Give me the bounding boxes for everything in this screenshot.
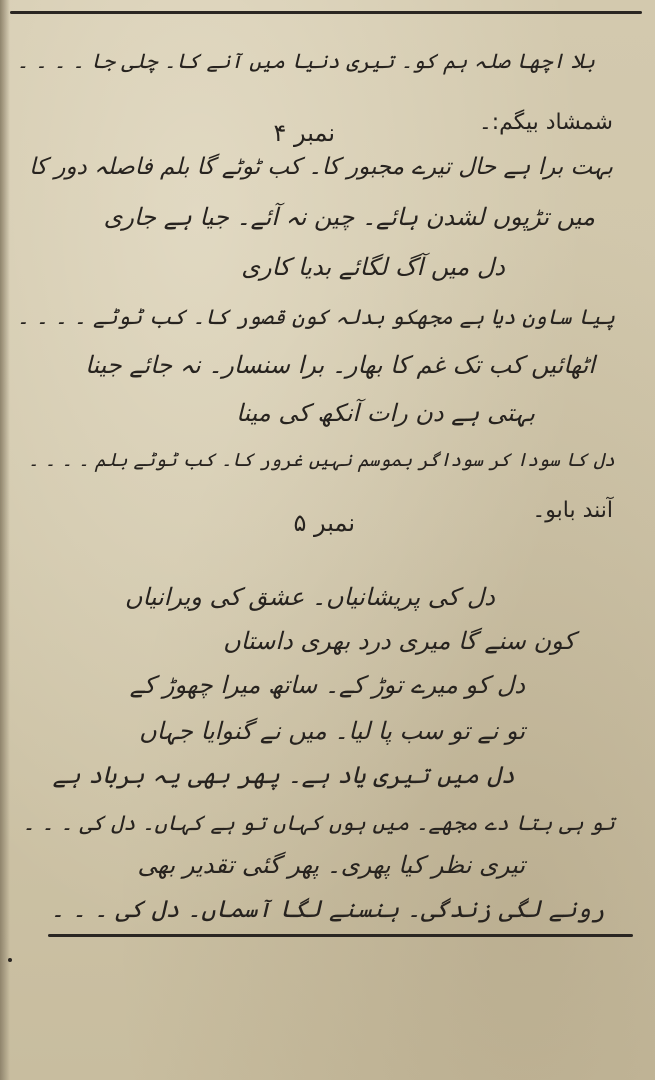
song-5-number: نمبر ۵ [293, 509, 355, 537]
song-4-line-7: دل کا سودا کر سوداگر بموسم نہیں غرور کا۔ کب ٹوٹے بلم ۔ ۔ ۔ ۔ [28, 450, 615, 471]
song-5-line-5: دل میں تیری یاد ہے۔ پھر بھی یہ برباد ہے [52, 761, 515, 789]
song-5-line-3: دل کو میرے توڑ کے۔ ساتھ میرا چھوڑ کے [129, 671, 525, 699]
song-4-line-6: بہتی ہے دن رات آنکھ کی مینا [236, 399, 535, 427]
song-5-line-4: تو نے تو سب پا لیا۔ میں نے گنوایا جہاں [139, 717, 525, 745]
song-5-line-2: کون سنے گا میری درد بھری داستاں [223, 627, 575, 655]
song-5-line-6: تو ہی بتا دے مجھے۔ میں ہوں کہاں تو ہے کہاں۔ دل کی ۔ ۔ ۔ [22, 811, 615, 835]
ink-dot [8, 958, 12, 962]
song-4-line-3: دل میں آگ لگائے بدیا کاری [241, 253, 505, 281]
song-top-line: بلا اچھا صلہ ہم کو۔ تیری دنیا میں آنے کا۔ چلی جا ۔ ۔ ۔ ۔ [16, 49, 595, 73]
song-4-line-5: اٹھائیں کب تک غم کا بھار۔ برا سنسار۔ نہ جائے جینا [85, 351, 595, 379]
song-5-singer: آنند بابو۔ [532, 498, 613, 523]
song-5-line-8: رونے لگی زندگی۔ ہنسنے لگا آسماں۔ دل کی ۔ ۔ ۔ [50, 895, 605, 923]
song-4-line-1: بہت برا ہے حال تیرے مجبور کا۔ کب ٹوٹے گا بلم فاصلہ دور کا [29, 154, 613, 180]
song-5-line-1: دل کی پریشانیاں۔ عشق کی ویرانیاں [124, 583, 495, 611]
song-4-singer: شمشاد بیگم:۔ [478, 110, 613, 135]
bottom-rule [48, 934, 633, 937]
song-5-line-7: تیری نظر کیا پھری۔ پھر گئی تقدیر بھی [137, 851, 525, 879]
top-rule [10, 11, 642, 14]
song-4-number: نمبر ۴ [273, 119, 335, 147]
song-4-line-4: پیا ساون دیا ہے مجھکو بدلہ کون قصور کا۔ کب ٹوٹے ۔ ۔ ۔ ۔ [17, 305, 615, 329]
song-4-line-2: میں تڑپوں لشدن ہائے۔ چین نہ آئے۔ جیا ہے جاری [103, 203, 595, 231]
page-edge-shadow [0, 0, 10, 1080]
